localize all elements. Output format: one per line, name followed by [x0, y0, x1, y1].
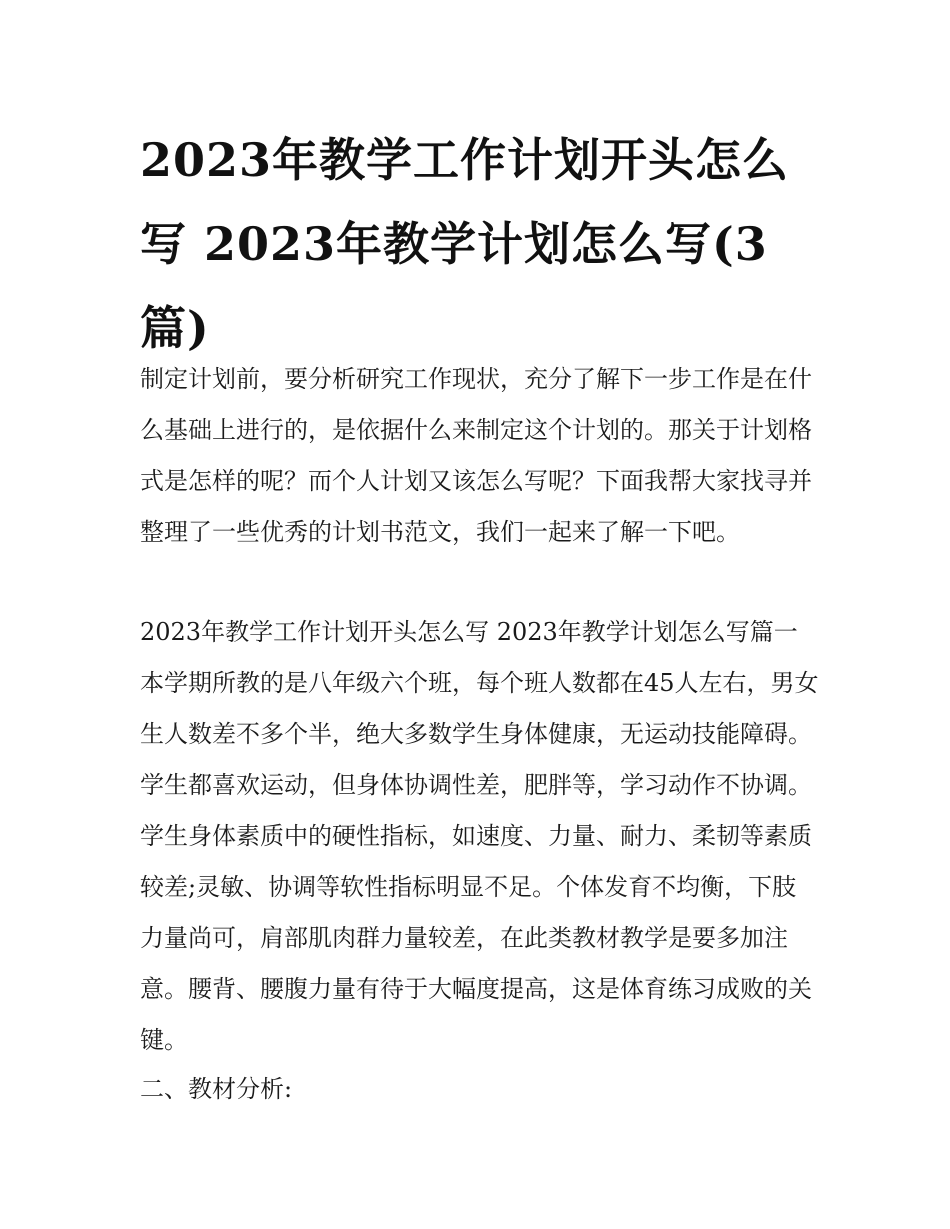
- intro-paragraph: 制定计划前，要分析研究工作现状，充分了解下一步工作是在什么基础上进行的，是依据什么来制定这个计划的。那关于计划格式是怎样的呢？而个人计划又该怎么写呢？下面我帮大家找寻并整理了一些优秀的计划书范文，我们一起来了解一下吧。: [140, 365, 812, 546]
- subsection-heading: 二、教材分析:: [140, 1075, 293, 1103]
- section-heading: 2023年教学工作计划开头怎么写 2023年教学计划怎么写篇一: [140, 618, 798, 646]
- document-title: 2023年教学工作计划开头怎么写 2023年教学计划怎么写(3篇): [140, 133, 790, 355]
- body-paragraph: 本学期所教的是八年级六个班，每个班人数都在45人左右，男女生人数差不多个半，绝大多数学生身体健康，无运动技能障碍。学生都喜欢运动，但身体协调性差，肥胖等，学习动作不协调。学生身体素质中的硬性指标，如速度、力量、耐力、柔韧等素质较差;灵敏、协调等软性指标明显不足。个体发育不均衡，下肢力量尚可，肩部肌肉群力量较差，在此类教材教学是要多加注意。腰背、腰腹力量有待于大幅度提高，这是体育练习成败的关键。: [140, 669, 819, 1054]
